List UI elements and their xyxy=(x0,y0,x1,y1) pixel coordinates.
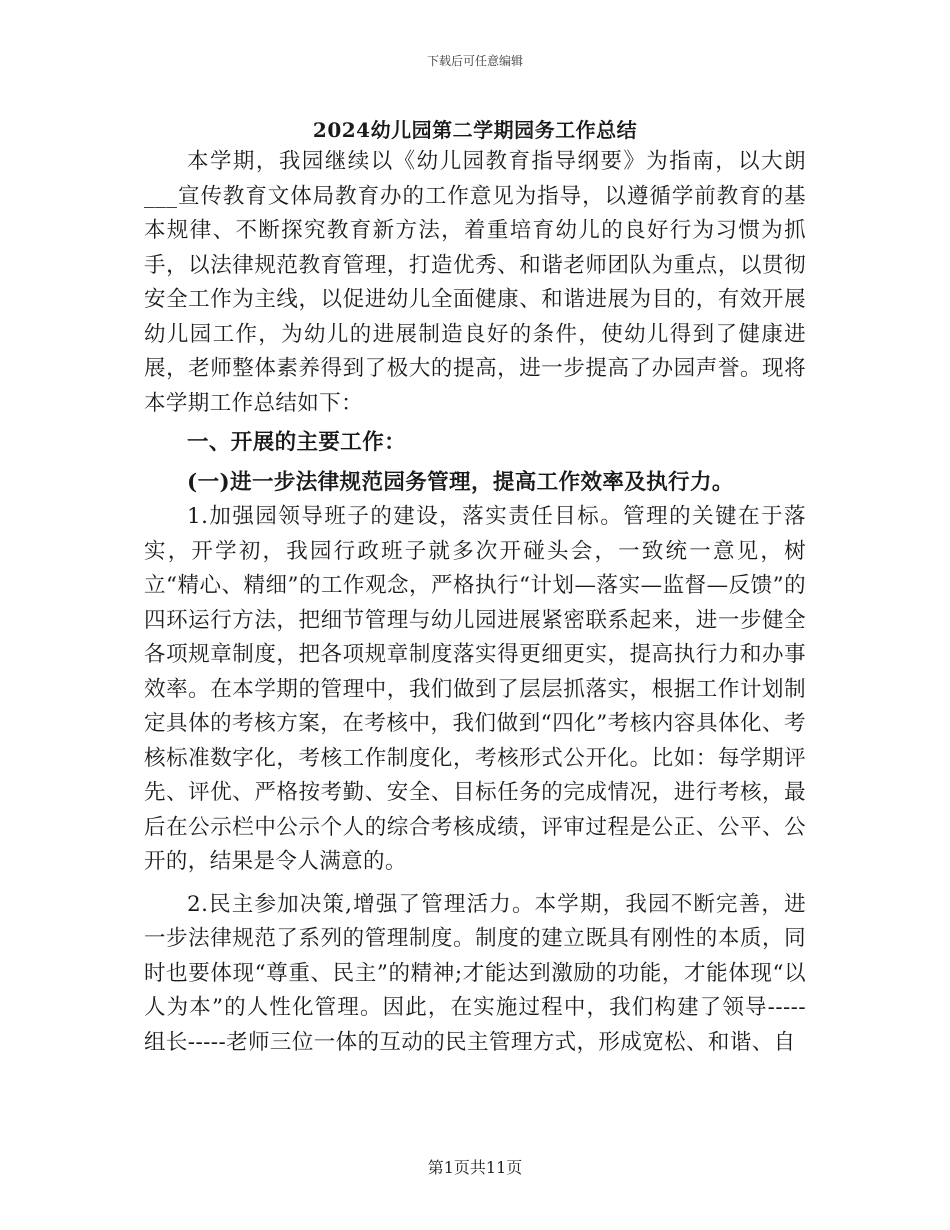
section-heading: 一、开展的主要工作： xyxy=(187,430,407,455)
document-body xyxy=(144,145,806,1060)
body-paragraph: 2.民主参加决策,增强了管理活力。本学期，我园不断完善，进一步法律规范了系列的管理制度。制度的建立既具有刚性的本质，同时也要体现“尊重、民主”的精神;才能达到激励的功能，才能体现“以人为本”的人性化管理。因此，在实施过程中，我们构建了领导-----组长-----老师三位一体的互动的民主管理方式，形成宽松、和谐、自 xyxy=(144,891,806,1055)
subsection-heading: (一)进一步法律规范园务管理，提高工作效率及执行力。 xyxy=(187,469,734,495)
header-note: 下载后可任意编辑 xyxy=(426,54,523,68)
intro-paragraph: 本学期，我园继续以《幼儿园教育指导纲要》为指南，以大朗___宣传教育文体局教育办的工作意见为指导，以遵循学前教育的基本规律、不断探究教育新方法，着重培育幼儿的良好行为习惯为抓手，以法律规范教育管理，打造优秀、和谐老师团队为重点，以贯彻安全工作为主线，以促进幼儿全面健康、和谐进展为目的，有效开展幼儿园工作，为幼儿的进展制造良好的条件，使幼儿得到了健康进展，老师整体素养得到了极大的提高，进一步提高了办园声誉。现将本学期工作总结如下： xyxy=(144,149,806,416)
document-title: 2024幼儿园第二学期园务工作总结 xyxy=(312,118,638,142)
body-paragraph: 1.加强园领导班子的建设，落实责任目标。管理的关键在于落实，开学初，我园行政班子就多次开碰头会，一致统一意见，树立“精心、精细”的工作观念，严格执行“计划—落实—监督—反馈”的四环运行方法，把细节管理与幼儿园进展紧密联系起来，进一步健全各项规章制度，把各项规章制度落实得更细更实，提高执行力和办事效率。在本学期的管理中，我们做到了层层抓落实，根据工作计划制定具体的考核方案，在考核中，我们做到“四化”考核内容具体化、考核标准数字化，考核工作制度化，考核形式公开化。比如：每学期评先、评优、严格按考勤、安全、目标任务的完成情况，进行考核，最后在公示栏中公示个人的综合考核成绩，评审过程是公正、公平、公开的，结果是令人满意的。 xyxy=(144,504,806,874)
page-number: 第1页共11页 xyxy=(427,1158,523,1177)
